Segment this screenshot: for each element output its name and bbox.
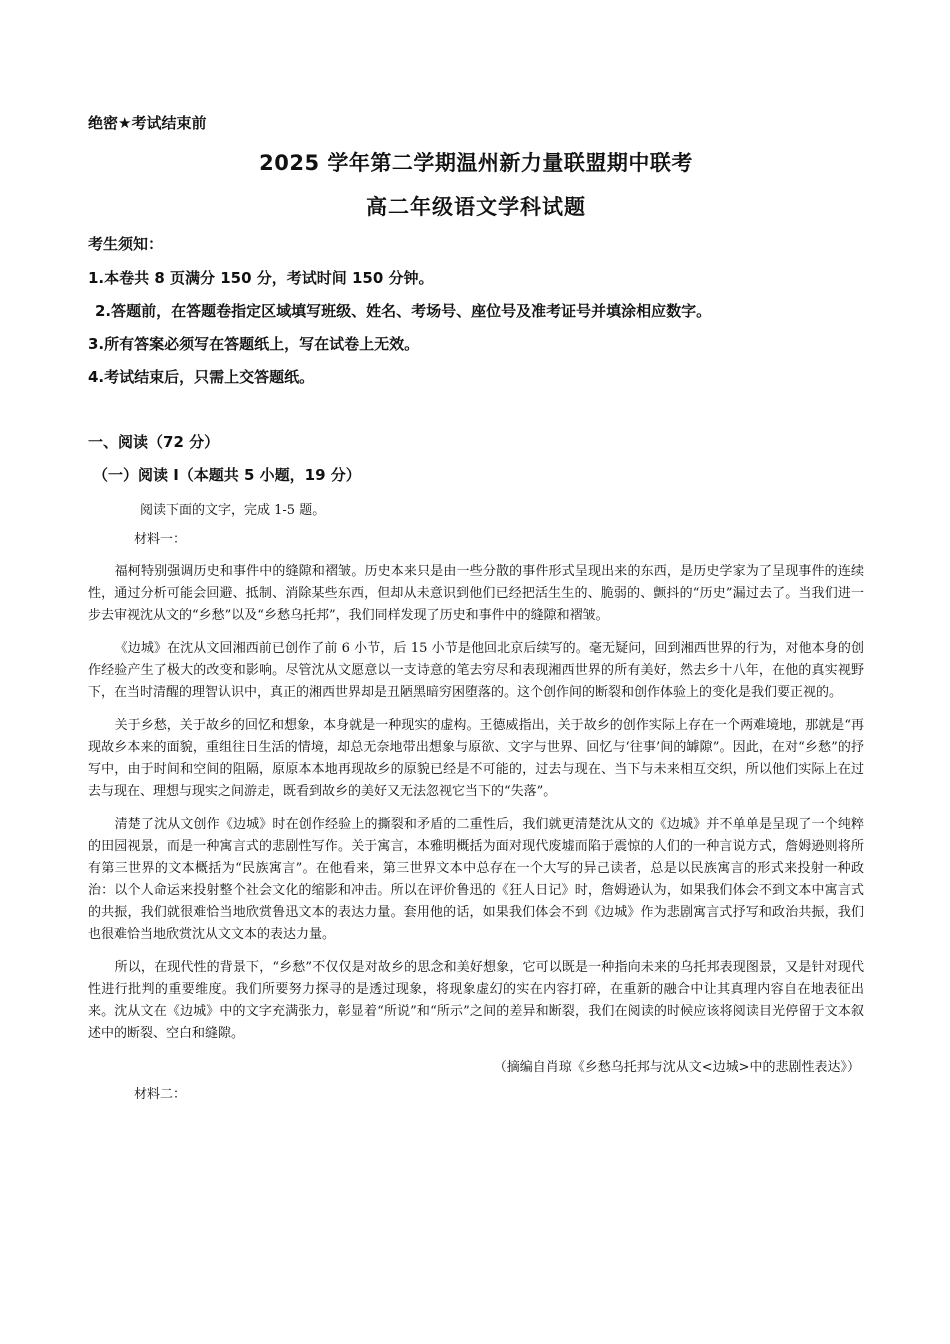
- paragraph: 《边城》在沈从文回湘西前已创作了前 6 小节，后 15 小节是他回北京后续写的。毫无疑问，回到湘西世界的行为，对他本身的创作经验产生了极大的改变和影响。尽管沈从文愿意以一支诗意的笔去穷尽和表现湘西世界的所有美好，然去乡十八年，在他的真实视野下，在当时清醒的理智认识中，真正的湘西世界却是丑陋黑暗穷困堕落的。这个创作间的断裂和创作体验上的变化是我们要正视的。: [88, 641, 864, 700]
- exam-subtitle: 高二年级语文学科试题: [366, 195, 586, 219]
- source-citation: （摘编自肖琼《乡愁乌托邦与沈从文<边城>中的悲剧性表达》）: [493, 1060, 860, 1075]
- paragraph: 所以，在现代性的背景下，“乡愁”不仅仅是对故乡的思念和美好想象，它可以既是一种指向未来的乌托邦表现图景，又是针对现代性进行批判的重要维度。我们所要努力探寻的是透过现象，将现象虚幻的实在内容打碎，在重新的融合中让其真理内容自在地表征出来。沈从文在《边城》中的文字充满张力，彰显着“所说”和“所示”之间的差异和断裂，我们在阅读的时候应该将阅读目光停留于文本叙述中的断裂、空白和缝隙。: [88, 960, 864, 1041]
- material-label: 材料一：: [134, 532, 187, 547]
- confidential-label: 绝密★考试结束前: [88, 114, 207, 132]
- notice-item: 2.答题前，在答题卷指定区域填写班级、姓名、考场号、座位号及准考证号并填涂相应数字。: [95, 302, 712, 320]
- paragraph: 福柯特别强调历史和事件中的缝隙和褶皱。历史本来只是由一些分散的事件形式呈现出来的东西，是历史学家为了呈现事件的连续性，通过分析可能会回避、抵制、消除某些东西，但却从未意识到他们已经把活生生的、脆弱的、颤抖的“历史”漏过去了。当我们进一步去审视沈从文的“乡愁”以及“乡愁乌托邦”，我们同样发现了历史和事件中的缝隙和褶皱。: [88, 564, 864, 623]
- section-title: 一、阅读（72 分）: [88, 433, 220, 451]
- reading-instruction: 阅读下面的文字，完成 1-5 题。: [140, 503, 326, 518]
- notice-item: 1.本卷共 8 页满分 150 分，考试时间 150 分钟。: [88, 269, 434, 287]
- exam-title: 2025 学年第二学期温州新力量联盟期中联考: [259, 151, 693, 175]
- notice-item: 4.考试结束后，只需上交答题纸。: [88, 368, 315, 386]
- notice-heading: 考生须知：: [88, 235, 164, 253]
- notice-item: 3.所有答案必须写在答题纸上，写在试卷上无效。: [88, 335, 420, 353]
- paragraph: 关于乡愁，关于故乡的回忆和想象，本身就是一种现实的虚构。王德威指出，关于故乡的创作实际上存在一个两难境地，那就是“再现故乡本来的面貌，重组往日生活的情境，却总无奈地带出想象与原欲、文字与世界、回忆与‘往事’间的罅隙”。因此，在对“乡愁”的抒写中，由于时间和空间的阻隔，原原本本地再现故乡的原貌已经是不可能的，过去与现在、当下与未来相互交织，所以他们实际上在过去与现在、理想与现实之间游走，既看到故乡的美好又无法忽视它当下的“失落”。: [88, 718, 864, 799]
- paragraph: 清楚了沈从文创作《边城》时在创作经验上的撕裂和矛盾的二重性后，我们就更清楚沈从文的《边城》并不单单是呈现了一个纯粹的田园视景，而是一种寓言式的悲剧性写作。关于寓言，本雅明概括为面对现代废墟而陷于震惊的人们的一种言说方式，詹姆逊则将所有第三世界的文本概括为“民族寓言”。在他看来，第三世界文本中总存在一个大写的异己读者，总是以民族寓言的形式来投射一种政治：以个人命运来投射整个社会文化的缩影和冲击。所以在评价鲁迅的《狂人日记》时，詹姆逊认为，如果我们体会不到文本中寓言式的共振，我们就很难恰当地欣赏鲁迅文本的表达力量。套用他的话，如果我们体会不到《边城》作为悲剧寓言式抒写和政治共振，我们也很难恰当地欣赏沈从文文本的表达力量。: [88, 817, 864, 942]
- material-label: 材料二：: [134, 1087, 187, 1102]
- subsection-title: （一）阅读 Ⅰ（本题共 5 小题，19 分）: [93, 466, 361, 484]
